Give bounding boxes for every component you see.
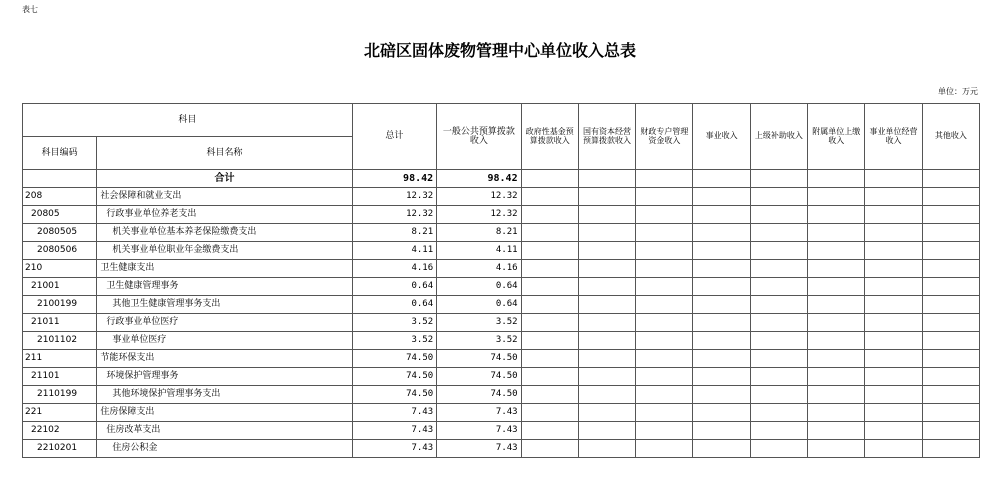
empty-cell	[521, 404, 578, 422]
empty-cell	[865, 368, 922, 386]
empty-cell	[922, 296, 979, 314]
empty-cell	[521, 386, 578, 404]
empty-cell	[636, 170, 693, 188]
empty-cell	[636, 368, 693, 386]
empty-cell	[865, 242, 922, 260]
row-total: 7.43	[352, 440, 436, 458]
header-name: 科目名称	[97, 137, 352, 170]
row-general: 7.43	[437, 440, 521, 458]
row-total: 0.64	[352, 296, 436, 314]
row-code: 2210201	[23, 440, 97, 458]
empty-cell	[693, 350, 750, 368]
empty-cell	[865, 206, 922, 224]
empty-cell	[693, 368, 750, 386]
table-number-label: 表七	[22, 5, 38, 14]
empty-cell	[578, 404, 635, 422]
empty-cell	[636, 278, 693, 296]
empty-cell	[693, 314, 750, 332]
table-row	[23, 314, 980, 332]
row-general: 0.64	[437, 278, 521, 296]
empty-cell	[750, 332, 807, 350]
empty-cell	[578, 278, 635, 296]
empty-cell	[521, 422, 578, 440]
empty-cell	[521, 440, 578, 458]
row-general: 3.52	[437, 332, 521, 350]
empty-cell	[865, 314, 922, 332]
empty-cell	[865, 224, 922, 242]
row-name: 行政事业单位养老支出	[97, 206, 352, 224]
row-code: 22102	[23, 422, 97, 440]
row-total: 3.52	[352, 314, 436, 332]
empty-cell	[578, 296, 635, 314]
table-row	[23, 296, 980, 314]
row-general: 74.50	[437, 368, 521, 386]
table-row	[23, 350, 980, 368]
empty-cell	[922, 332, 979, 350]
empty-cell	[808, 242, 865, 260]
row-name: 行政事业单位医疗	[97, 314, 352, 332]
empty-cell	[636, 314, 693, 332]
empty-cell	[750, 242, 807, 260]
empty-cell	[750, 170, 807, 188]
empty-cell	[693, 242, 750, 260]
empty-cell	[521, 332, 578, 350]
empty-cell	[865, 296, 922, 314]
row-name: 节能环保支出	[97, 350, 352, 368]
empty-cell	[636, 332, 693, 350]
empty-cell	[521, 350, 578, 368]
empty-cell	[750, 224, 807, 242]
empty-cell	[578, 314, 635, 332]
row-total: 4.11	[352, 242, 436, 260]
empty-cell	[808, 386, 865, 404]
empty-cell	[808, 314, 865, 332]
row-total: 7.43	[352, 404, 436, 422]
unit-label: 单位：万元	[938, 87, 978, 96]
header-gov-fund: 政府性基金预算拨款收入	[521, 104, 578, 170]
table-row	[23, 242, 980, 260]
row-name: 机关事业单位基本养老保险缴费支出	[97, 224, 352, 242]
empty-cell	[750, 386, 807, 404]
row-general: 8.21	[437, 224, 521, 242]
empty-cell	[922, 422, 979, 440]
empty-cell	[578, 206, 635, 224]
table-row	[23, 260, 980, 278]
empty-cell	[750, 440, 807, 458]
empty-cell	[922, 242, 979, 260]
table-row	[23, 422, 980, 440]
table-row	[23, 224, 980, 242]
empty-cell	[578, 386, 635, 404]
header-general-budget: 一般公共预算拨款收入	[437, 104, 521, 170]
empty-cell	[521, 314, 578, 332]
row-general: 3.52	[437, 314, 521, 332]
row-code: 2110199	[23, 386, 97, 404]
empty-cell	[693, 440, 750, 458]
empty-cell	[808, 206, 865, 224]
empty-cell	[750, 404, 807, 422]
empty-cell	[922, 170, 979, 188]
header-row-1	[23, 104, 980, 137]
row-name: 社会保障和就业支出	[97, 188, 352, 206]
empty-cell	[578, 368, 635, 386]
table-row	[23, 386, 980, 404]
row-total: 8.21	[352, 224, 436, 242]
empty-cell	[750, 422, 807, 440]
row-general: 7.43	[437, 404, 521, 422]
empty-cell	[693, 224, 750, 242]
row-total: 3.52	[352, 332, 436, 350]
empty-cell	[636, 404, 693, 422]
empty-cell	[808, 188, 865, 206]
empty-cell	[693, 206, 750, 224]
row-general: 74.50	[437, 350, 521, 368]
empty-cell	[750, 368, 807, 386]
empty-cell	[521, 170, 578, 188]
empty-cell	[578, 440, 635, 458]
header-operating: 事业单位经营收入	[865, 104, 922, 170]
income-summary-table	[22, 103, 980, 458]
empty-cell	[922, 368, 979, 386]
row-general: 12.32	[437, 188, 521, 206]
row-code: 2080506	[23, 242, 97, 260]
empty-cell	[808, 404, 865, 422]
empty-cell	[636, 206, 693, 224]
empty-cell	[693, 296, 750, 314]
row-code: 221	[23, 404, 97, 422]
header-affiliated: 附属单位上缴收入	[808, 104, 865, 170]
empty-cell	[865, 170, 922, 188]
empty-cell	[750, 260, 807, 278]
empty-cell	[636, 422, 693, 440]
row-code: 2101102	[23, 332, 97, 350]
row-total: 0.64	[352, 278, 436, 296]
row-general: 4.11	[437, 242, 521, 260]
row-total: 7.43	[352, 422, 436, 440]
row-name: 机关事业单位职业年金缴费支出	[97, 242, 352, 260]
empty-cell	[521, 296, 578, 314]
empty-cell	[578, 260, 635, 278]
empty-cell	[636, 224, 693, 242]
table-row	[23, 404, 980, 422]
empty-cell	[865, 332, 922, 350]
empty-cell	[693, 188, 750, 206]
total-total: 98.42	[352, 170, 436, 188]
row-total: 4.16	[352, 260, 436, 278]
row-general: 12.32	[437, 206, 521, 224]
empty-cell	[922, 278, 979, 296]
table-row	[23, 278, 980, 296]
row-code: 2100199	[23, 296, 97, 314]
empty-cell	[808, 260, 865, 278]
empty-cell	[865, 350, 922, 368]
row-code: 21011	[23, 314, 97, 332]
row-name: 住房公积金	[97, 440, 352, 458]
empty-cell	[521, 278, 578, 296]
total-code-cell	[23, 170, 97, 188]
empty-cell	[578, 422, 635, 440]
empty-cell	[922, 260, 979, 278]
row-total: 12.32	[352, 206, 436, 224]
row-code: 21101	[23, 368, 97, 386]
table-row	[23, 368, 980, 386]
row-total: 74.50	[352, 350, 436, 368]
empty-cell	[693, 332, 750, 350]
row-name: 住房保障支出	[97, 404, 352, 422]
empty-cell	[922, 350, 979, 368]
page-title: 北碚区固体废物管理中心单位收入总表	[363, 41, 636, 60]
row-general: 7.43	[437, 422, 521, 440]
row-code: 210	[23, 260, 97, 278]
total-row	[23, 170, 980, 188]
row-code: 21001	[23, 278, 97, 296]
empty-cell	[750, 296, 807, 314]
table-row	[23, 332, 980, 350]
empty-cell	[521, 224, 578, 242]
empty-cell	[922, 206, 979, 224]
row-general: 4.16	[437, 260, 521, 278]
row-general: 0.64	[437, 296, 521, 314]
row-name: 环境保护管理事务	[97, 368, 352, 386]
empty-cell	[808, 350, 865, 368]
row-code: 208	[23, 188, 97, 206]
row-name: 住房改革支出	[97, 422, 352, 440]
empty-cell	[750, 206, 807, 224]
row-total: 12.32	[352, 188, 436, 206]
empty-cell	[693, 422, 750, 440]
empty-cell	[808, 296, 865, 314]
row-code: 2080505	[23, 224, 97, 242]
empty-cell	[808, 368, 865, 386]
empty-cell	[808, 278, 865, 296]
empty-cell	[636, 242, 693, 260]
empty-cell	[922, 314, 979, 332]
empty-cell	[578, 224, 635, 242]
empty-cell	[521, 368, 578, 386]
row-name: 其他卫生健康管理事务支出	[97, 296, 352, 314]
empty-cell	[693, 260, 750, 278]
empty-cell	[521, 206, 578, 224]
empty-cell	[521, 242, 578, 260]
empty-cell	[750, 188, 807, 206]
empty-cell	[808, 224, 865, 242]
empty-cell	[636, 350, 693, 368]
empty-cell	[521, 260, 578, 278]
empty-cell	[922, 404, 979, 422]
empty-cell	[865, 440, 922, 458]
empty-cell	[808, 332, 865, 350]
empty-cell	[865, 422, 922, 440]
empty-cell	[808, 170, 865, 188]
header-upper-subsidy: 上级补助收入	[750, 104, 807, 170]
row-name: 事业单位医疗	[97, 332, 352, 350]
row-name: 卫生健康支出	[97, 260, 352, 278]
header-other: 其他收入	[922, 104, 979, 170]
header-state-capital: 国有资本经营预算拨款收入	[578, 104, 635, 170]
empty-cell	[578, 170, 635, 188]
empty-cell	[808, 440, 865, 458]
empty-cell	[578, 332, 635, 350]
empty-cell	[922, 440, 979, 458]
empty-cell	[808, 422, 865, 440]
empty-cell	[636, 440, 693, 458]
total-general: 98.42	[437, 170, 521, 188]
row-code: 211	[23, 350, 97, 368]
row-name: 卫生健康管理事务	[97, 278, 352, 296]
empty-cell	[636, 260, 693, 278]
empty-cell	[750, 278, 807, 296]
empty-cell	[636, 386, 693, 404]
row-name: 其他环境保护管理事务支出	[97, 386, 352, 404]
empty-cell	[636, 188, 693, 206]
empty-cell	[693, 170, 750, 188]
empty-cell	[865, 188, 922, 206]
empty-cell	[865, 260, 922, 278]
row-code: 20805	[23, 206, 97, 224]
empty-cell	[578, 242, 635, 260]
empty-cell	[865, 386, 922, 404]
empty-cell	[693, 278, 750, 296]
header-subject: 科目	[23, 104, 353, 137]
table-row	[23, 440, 980, 458]
header-code: 科目编码	[23, 137, 97, 170]
table-row	[23, 188, 980, 206]
row-total: 74.50	[352, 368, 436, 386]
header-total: 总计	[352, 104, 436, 170]
empty-cell	[922, 224, 979, 242]
row-general: 74.50	[437, 386, 521, 404]
empty-cell	[750, 350, 807, 368]
empty-cell	[922, 386, 979, 404]
empty-cell	[865, 278, 922, 296]
empty-cell	[693, 404, 750, 422]
header-special-fund: 财政专户管理资金收入	[636, 104, 693, 170]
empty-cell	[865, 404, 922, 422]
row-total: 74.50	[352, 386, 436, 404]
empty-cell	[578, 350, 635, 368]
empty-cell	[636, 296, 693, 314]
total-label: 合计	[97, 170, 352, 188]
table-row	[23, 206, 980, 224]
empty-cell	[693, 386, 750, 404]
empty-cell	[578, 188, 635, 206]
empty-cell	[750, 314, 807, 332]
empty-cell	[521, 188, 578, 206]
empty-cell	[922, 188, 979, 206]
header-business: 事业收入	[693, 104, 750, 170]
